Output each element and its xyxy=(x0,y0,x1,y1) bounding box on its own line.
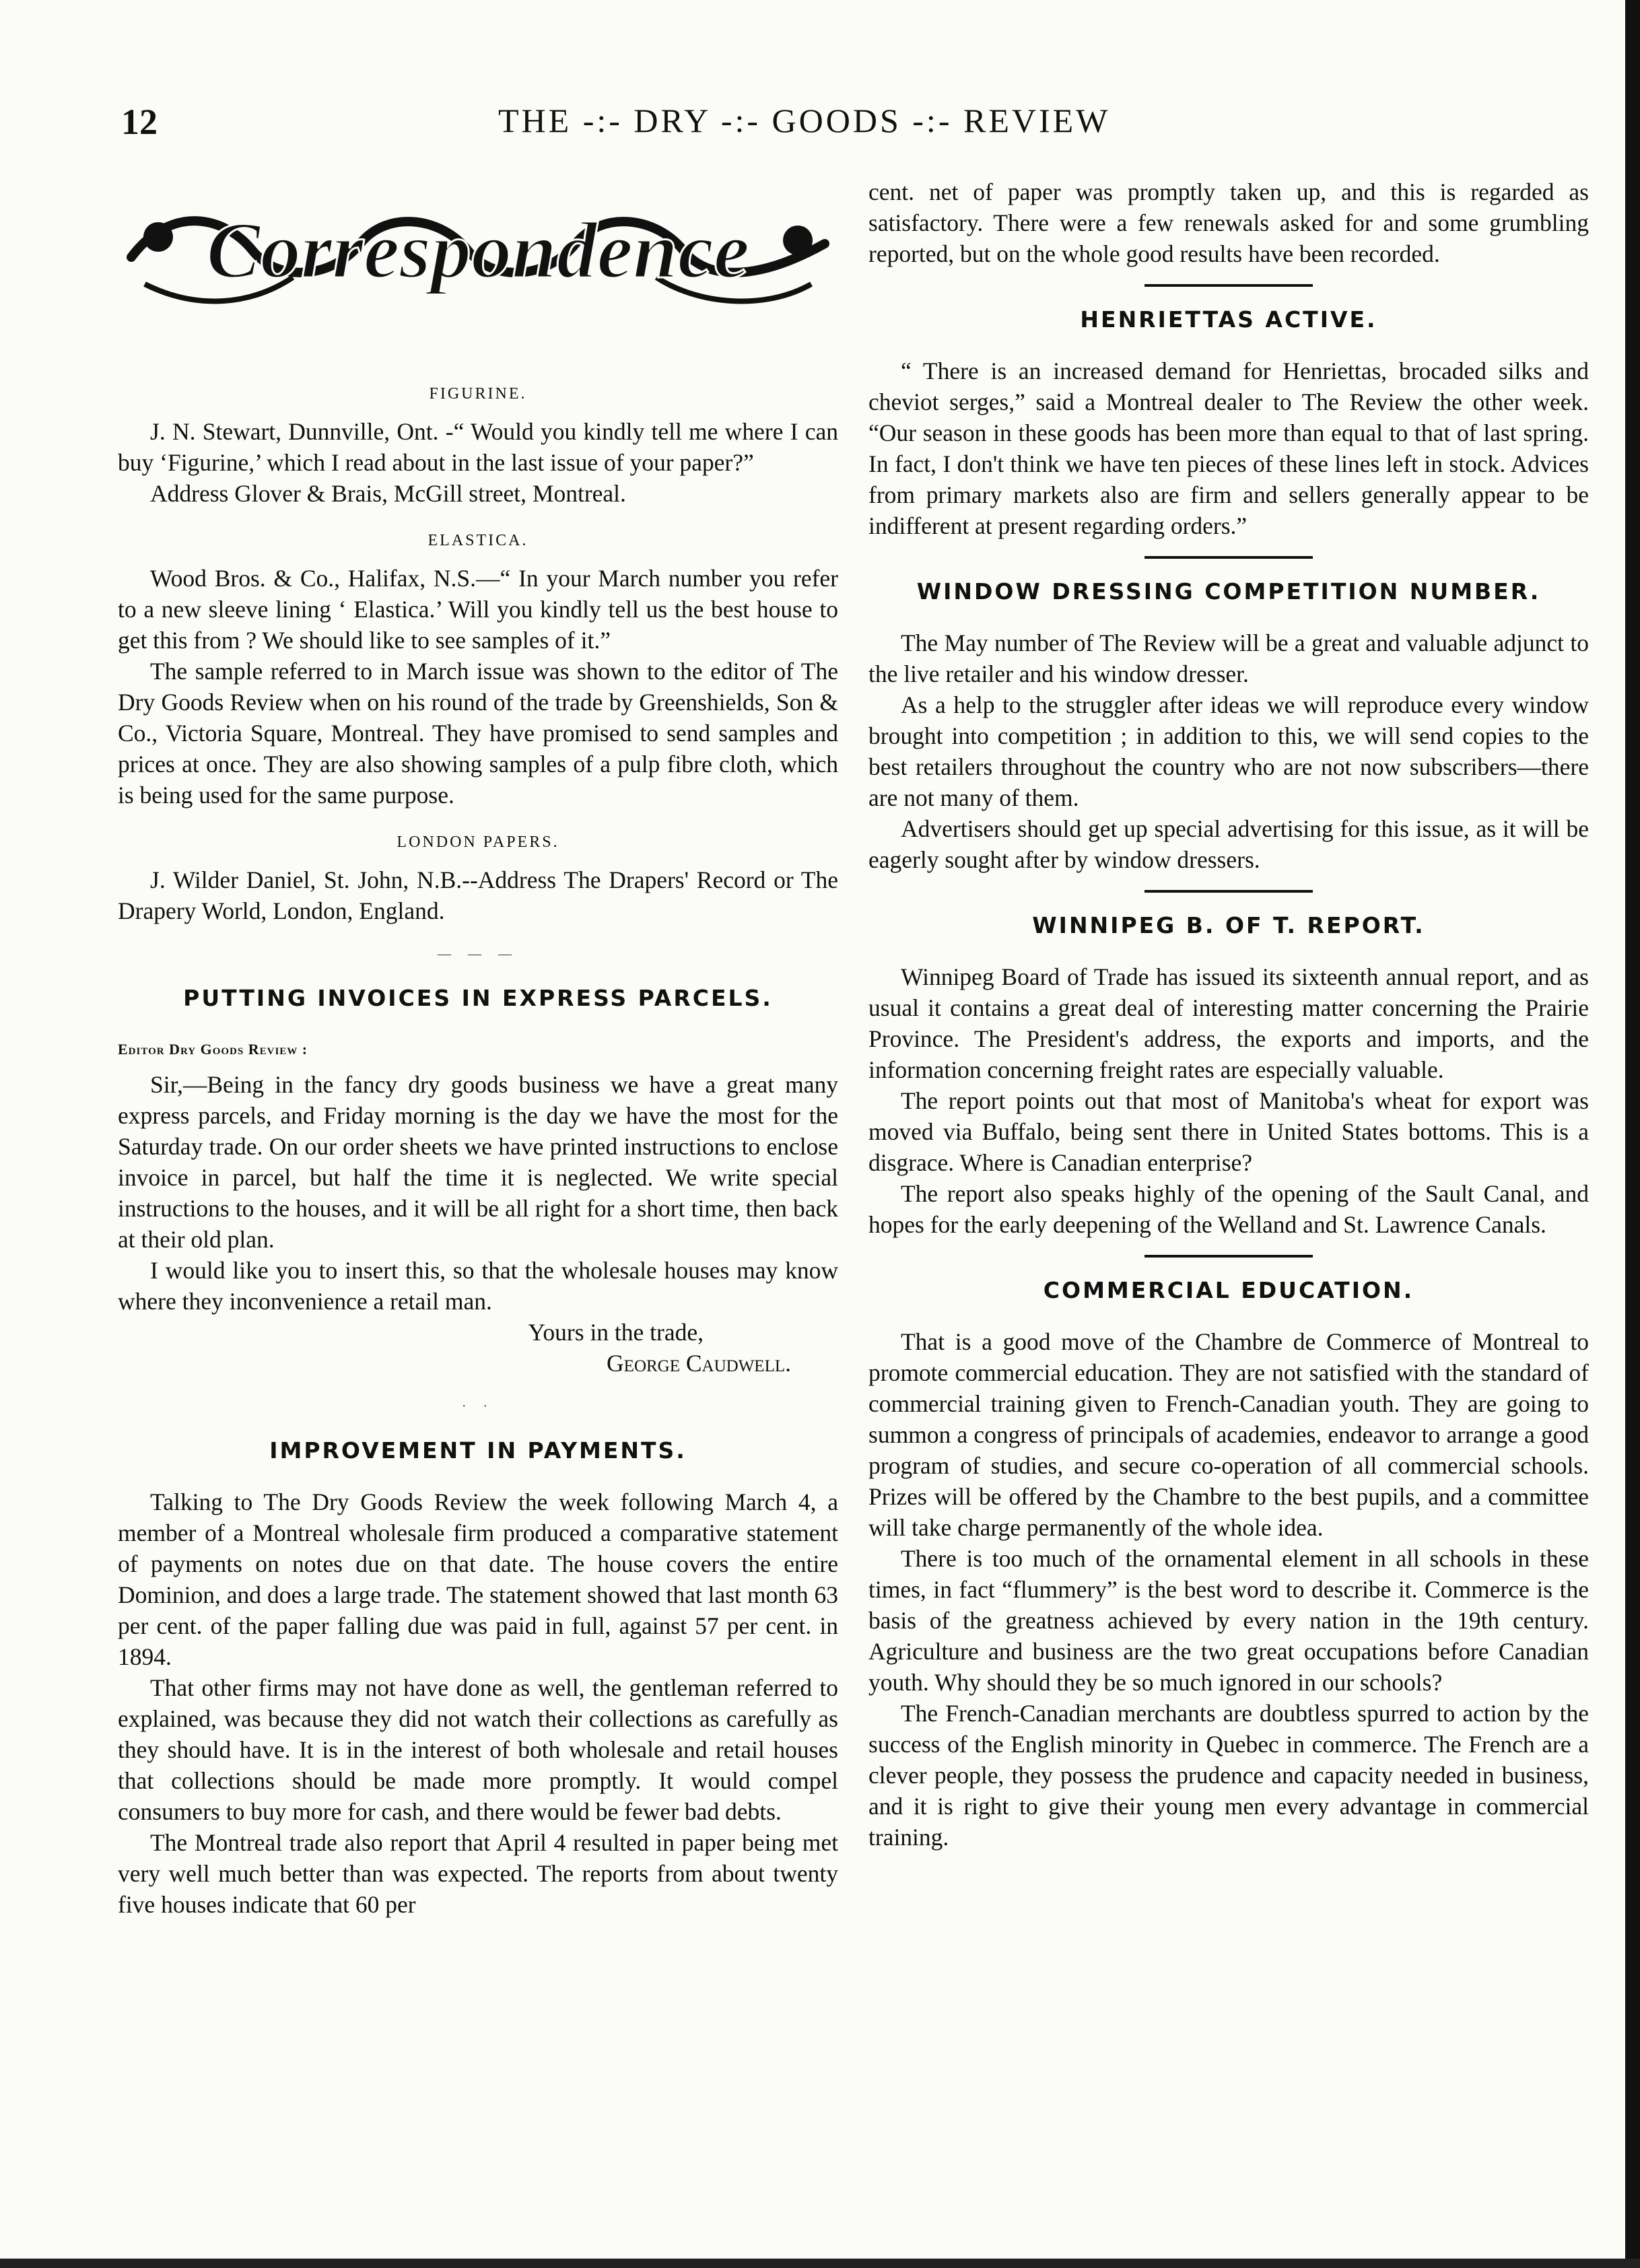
page-edge-shadow xyxy=(1625,0,1640,2268)
payments-paragraph-1: Talking to The Dry Goods Review the week following March 4, a member of a Montreal wholesale firm produced a comparative statement of payments on notes due on that date. The house covers the entire Dominion, and does a large trade. The statement showed that last month 63 per cent. of the paper falling due was paid in full, against 57 per cent. in 1894. xyxy=(118,1488,838,1670)
page-number: 12 xyxy=(121,102,158,142)
education-paragraph-3: The French-Canadian merchants are doubtless spurred to action by the success of the English minority in Quebec in commerce. The French are a clever people, they possess the prudence and capacity needed in business, and it is right to give their young men every advantage in commercial training. xyxy=(868,1700,1589,1851)
section-divider: · · xyxy=(461,1399,495,1414)
subhead-figurine: FIGURINE. xyxy=(429,385,527,403)
education-paragraph-2: There is too much of the ornamental element in all schools in these times, in fact “flummery” is the best word to describe it. Commerce is the basis of the greatness achieved by every nation in the 19th century. Agriculture and business are the two great occupations before Canadian youth. Why should they be so much ignored in our schools? xyxy=(868,1545,1589,1696)
winnipeg-paragraph-2: The report points out that most of Manitoba's wheat for export was moved via Buffalo, being sent there in United States bottoms. This is a disgrace. Where is Canadian enterprise? xyxy=(868,1087,1589,1176)
heading-winnipeg: WINNIPEG B. OF T. REPORT. xyxy=(1032,912,1425,938)
invoices-paragraph-2: I would like you to insert this, so that the wholesale houses may know where they inconvenience a retail man. xyxy=(118,1257,838,1315)
heading-commercial-education: COMMERCIAL EDUCATION. xyxy=(1043,1277,1414,1303)
heading-henriettas: HENRIETTAS ACTIVE. xyxy=(1080,306,1377,333)
section-rule xyxy=(1144,890,1313,893)
window-paragraph-2: As a help to the struggler after ideas we will reproduce every window brought into competition ; in addition to this, we will send copies to the best retailers throughout the country who are not now subscribers—there are not many of them. xyxy=(868,691,1589,811)
education-paragraph-1: That is a good move of the Chambre de Commerce of Montreal to promote commercial education. They are not satisfied with the standard of commercial training given to French-Canadian youth. They are going to summon a congress of principals of academies, endeavor to arrange a good program of studies, and secure co-operation of all commercial schools. Prizes will be offered by the Chambre to the best pupils, and a committee will take charge permanently of the whole idea. xyxy=(868,1328,1589,1541)
payments-paragraph-3: The Montreal trade also report that April 4 resulted in paper being met very well much better than was expected. The reports from about twenty five houses indicate that 60 per xyxy=(118,1829,838,1918)
payments-continued: cent. net of paper was promptly taken up, and this is regarded as satisfactory. There were a few renewals asked for and some grumbling reported, but on the whole good results have been recorded. xyxy=(868,178,1589,267)
subhead-elastica: ELASTICA. xyxy=(428,532,528,549)
letter-salutation: Editor Dry Goods Review : xyxy=(118,1041,308,1058)
payments-paragraph-2: That other firms may not have done as well, the gentleman referred to explained, was because they did not watch their collections as carefully as they should have. It is in the interest of both wholesale and retail houses that collections should be made more promptly. It would compel consumers to buy more for cash, and there would be fewer bad debts. xyxy=(118,1674,838,1825)
heading-window-dressing: WINDOW DRESSING COMPETITION NUMBER. xyxy=(916,578,1541,605)
section-rule xyxy=(1144,284,1313,287)
window-paragraph-3: Advertisers should get up special advertising for this issue, as it will be eagerly sought after by window dressers. xyxy=(868,815,1589,873)
invoices-paragraph-1: Sir,—Being in the fancy dry goods business we have a great many express parcels, and Friday morning is the day we have the most for the Saturday trade. On our order sheets we have printed instructions to enclose invoice in parcel, but half the time it is neglected. We write special instructions to the houses, and it will be all right for a short time, then back at their old plan. xyxy=(118,1071,838,1253)
page-header xyxy=(121,101,1542,155)
winnipeg-paragraph-3: The report also speaks highly of the opening of the Sault Canal, and hopes for the early deepening of the Welland and St. Lawrence Canals. xyxy=(868,1180,1589,1238)
letter-signature: George Caudwell. xyxy=(607,1350,791,1377)
subhead-london-papers: LONDON PAPERS. xyxy=(397,833,559,851)
section-divider: — — — xyxy=(438,947,518,961)
correspondence-banner xyxy=(118,176,838,324)
page-bottom-shadow xyxy=(0,2259,1640,2268)
heading-payments: IMPROVEMENT IN PAYMENTS. xyxy=(269,1437,687,1464)
section-rule xyxy=(1144,556,1313,559)
banner-title: Correspondence xyxy=(206,205,750,295)
right-column xyxy=(868,176,1589,1853)
section-rule xyxy=(1144,1255,1313,1258)
ornament-banner-image xyxy=(118,176,838,324)
elastica-reply: The sample referred to in March issue was shown to the editor of The Dry Goods Review when on his round of the trade by Greenshields, Son & Co., Victoria Square, Montreal. They have promised to send samples and prices at once. They are also showing samples of a pulp fibre cloth, which is being used for the same purpose. xyxy=(118,658,838,809)
henriettas-paragraph: “ There is an increased demand for Henriettas, brocaded silks and cheviot serges,” said a Montreal dealer to The Review the other week. “Our season in these goods has been more than equal to that of last spring. In fact, I don't think we have ten pieces of these lines left in stock. Advices from primary markets also are firm and sellers generally appear to be indifferent at present regarding orders.” xyxy=(868,357,1589,539)
figurine-letter: J. N. Stewart, Dunnville, Ont. -“ Would you kindly tell me where I can buy ‘Figurine,’ which I read about in the last issue of your paper?” xyxy=(118,418,838,476)
figurine-reply: Address Glover & Brais, McGill street, Montreal. xyxy=(150,480,626,507)
running-title: THE -:- DRY -:- GOODS -:- REVIEW xyxy=(498,102,1111,139)
heading-invoices: PUTTING INVOICES IN EXPRESS PARCELS. xyxy=(183,985,773,1011)
window-paragraph-1: The May number of The Review will be a great and valuable adjunct to the live retailer and his window dresser. xyxy=(868,629,1589,687)
london-papers-reply: J. Wilder Daniel, St. John, N.B.--Address The Drapers' Record or The Drapery World, London, England. xyxy=(118,866,838,924)
letter-closing: Yours in the trade, xyxy=(528,1319,704,1346)
elastica-letter: Wood Bros. & Co., Halifax, N.S.—“ In your March number you refer to a new sleeve lining ‘ Elastica.’ Will you kindly tell us the best house to get this from ? We should like to see samples of it.” xyxy=(118,565,838,654)
left-column xyxy=(118,176,838,1920)
winnipeg-paragraph-1: Winnipeg Board of Trade has issued its sixteenth annual report, and as usual it contains a great deal of interesting matter concerning the Prairie Province. The President's address, the exports and imports, and the information concerning freight rates are especially valuable. xyxy=(868,963,1589,1083)
